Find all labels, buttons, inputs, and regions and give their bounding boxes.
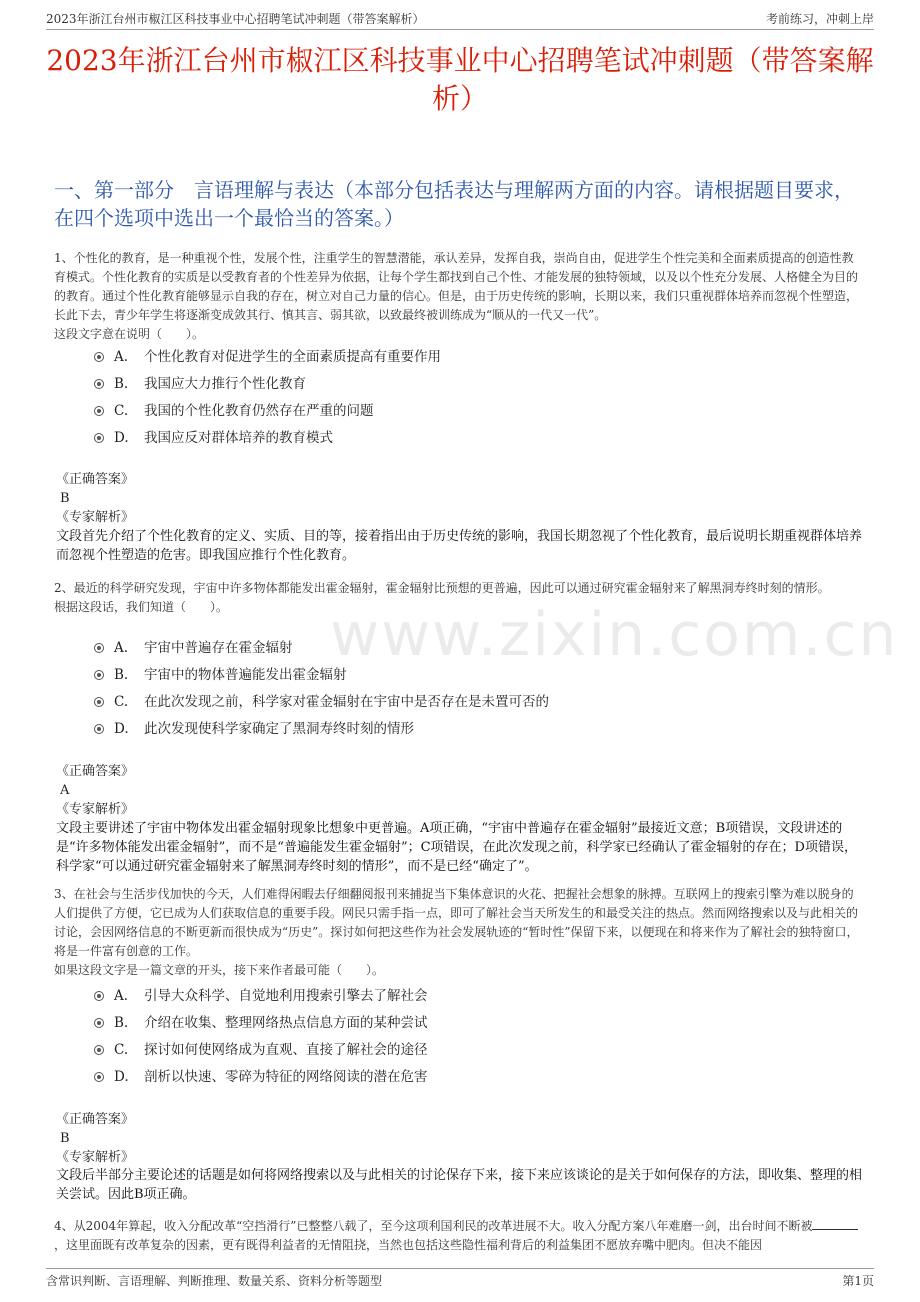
analysis-label: 《专家解析》 bbox=[56, 510, 135, 525]
question-prompt: 这段文字意在说明（ ）。 bbox=[54, 327, 205, 341]
radio-icon[interactable] bbox=[94, 697, 104, 707]
radio-icon[interactable] bbox=[94, 379, 104, 389]
option-d[interactable] bbox=[94, 719, 860, 746]
page-footer bbox=[46, 1272, 874, 1290]
radio-icon[interactable] bbox=[94, 406, 104, 416]
option-letter: C. bbox=[114, 694, 129, 710]
question-2-options bbox=[94, 638, 860, 746]
radio-icon[interactable] bbox=[94, 724, 104, 734]
option-letter: D. bbox=[114, 430, 129, 446]
fill-in-blank bbox=[812, 1217, 858, 1230]
option-letter: A. bbox=[114, 349, 129, 365]
option-text: 剖析以快速、零碎为特征的网络阅读的潜在危害 bbox=[144, 1069, 428, 1085]
option-a[interactable] bbox=[94, 986, 860, 1013]
question-stem-text: 2、最近的科学研究发现，宇宙中许多物体都能发出霍金辐射，霍金辐射比预想的更普遍，因此可以通过研究霍金辐射来了解黑洞寿终时刻的情形。 bbox=[54, 581, 830, 595]
header-doc-title: 2023年浙江台州市椒江区科技事业中心招聘笔试冲刺题（带答案解析） bbox=[46, 12, 425, 26]
question-stem-text: ，这里面既有改革复杂的因素，更有既得利益者的无情阻挠，当然也包括这些隐性福利背后的利益集团不愿放弃嘴中肥肉。但决不能因 bbox=[54, 1238, 763, 1252]
option-text: 宇宙中的物体普遍能发出霍金辐射 bbox=[144, 667, 347, 683]
option-letter: B. bbox=[114, 667, 129, 683]
answer-value: B bbox=[60, 491, 70, 506]
radio-icon[interactable] bbox=[94, 1045, 104, 1055]
option-text: 介绍在收集、整理网络热点信息方面的某种尝试 bbox=[144, 1015, 428, 1031]
question-4-stem bbox=[54, 1217, 862, 1255]
radio-icon[interactable] bbox=[94, 433, 104, 443]
option-letter: C. bbox=[114, 1042, 129, 1058]
question-2-stem bbox=[54, 579, 862, 617]
option-letter: D. bbox=[114, 721, 129, 737]
question-prompt: 如果这段文字是一篇文章的开头，接下来作者最可能（ ）。 bbox=[54, 963, 385, 977]
option-b[interactable] bbox=[94, 374, 860, 401]
question-1-stem bbox=[54, 249, 862, 344]
question-1-analysis: 文段首先介绍了个性化教育的定义、实质、目的等，接着指出由于历史传统的影响，我国长期忽视了个性化教育，最后说明长期重视群体培养而忽视个性塑造的危害。即我国应推行个性化教育。 bbox=[56, 529, 863, 563]
page-number: 第1页 bbox=[842, 1274, 874, 1288]
option-b[interactable] bbox=[94, 665, 860, 692]
question-stem-text: 3、在社会与生活步伐加快的今天，人们难得闲暇去仔细翻阅报刊来捕捉当下集体意识的火花、把握社会想象的脉搏。互联网上的搜索引擎为难以脱身的人们提供了方便，它已成为人们获取信息的重要手段。网民只需手指一点，即可了解社会当天所发生的和最受关注的热点。然而网络搜索以及与此相关的讨论，会因网络信息的不断更新而很快成为“历史”。探讨如何把这些作为社会发展轨迹的“暂时性”保留下来，以便现在和将来作为了解社会的独特窗口，将是一件富有创意的工作。 bbox=[54, 887, 859, 958]
radio-icon[interactable] bbox=[94, 352, 104, 362]
option-text: 宇宙中普遍存在霍金辐射 bbox=[144, 640, 293, 656]
option-letter: D. bbox=[114, 1069, 129, 1085]
question-stem-text: 1、个性化的教育，是一种重视个性，发展个性，注重学生的智慧潜能，承认差异，发挥自我，崇尚自由，促进学生个性完美和全面素质提高的创造性教育模式。个性化教育的实质是以受教育者的个性差异为依据，让每个学生都找到自己个性、才能发展的独特领域，以及以个性充分发展、人格健全为目的的教育。通过个性化教育能够显示自我的存在，树立对自己力量的信心。但是，由于历史传统的影响，长期以来，我们只重视群体培养而忽视个性塑造，长此下去，青少年学生将逐渐变成敛其行、慎其言、弱其欲，以致最终被训练成为“顺从的一代又一代”。 bbox=[54, 251, 859, 322]
option-a[interactable] bbox=[94, 347, 860, 374]
question-2-analysis: 文段主要讲述了宇宙中物体发出霍金辐射现象比想象中更普遍。A项正确，“宇宙中普遍存在霍金辐射”最接近文意；B项错误，文段讲述的是“许多物体能发出霍金辐射”，而不是“普遍能发生霍金辐射”；C项错误，在此次发现之前，科学家已经确认了霍金辐射的存在；D项错误，科学家“可以通过研究霍金辐射来了解黑洞寿终时刻的情形”，而不是已经“确定了”。 bbox=[56, 821, 857, 874]
option-text: 探讨如何使网络成为直观、直接了解社会的途径 bbox=[144, 1042, 428, 1058]
question-stem-text: 4、从2004年算起，收入分配改革“空挡滑行”已整整八载了，至今这项利国利民的改革进展不大。收入分配方案八年难磨一剑，出台时间不断被 bbox=[54, 1219, 813, 1233]
question-3-options bbox=[94, 986, 860, 1094]
option-text: 我国应大力推行个性化教育 bbox=[144, 376, 306, 392]
radio-icon[interactable] bbox=[94, 643, 104, 653]
option-d[interactable] bbox=[94, 1067, 860, 1094]
radio-icon[interactable] bbox=[94, 1072, 104, 1082]
header-slogan: 考前练习，冲刺上岸 bbox=[765, 12, 874, 26]
analysis-label: 《专家解析》 bbox=[56, 1150, 135, 1165]
question-3-answer bbox=[56, 1110, 864, 1167]
page-header bbox=[46, 10, 874, 28]
radio-icon[interactable] bbox=[94, 991, 104, 1001]
option-text: 我国的个性化教育仍然存在严重的问题 bbox=[144, 403, 374, 419]
option-text: 引导大众科学、自觉地利用搜索引擎去了解社会 bbox=[144, 988, 428, 1004]
option-text: 此次发现使科学家确定了黑洞寿终时刻的情形 bbox=[144, 721, 414, 737]
question-1-answer bbox=[56, 470, 864, 527]
option-text: 在此次发现之前，科学家对霍金辐射在宇宙中是否存在是未置可否的 bbox=[144, 694, 549, 710]
option-c[interactable] bbox=[94, 1040, 860, 1067]
page-title: 2023年浙江台州市椒江区科技事业中心招聘笔试冲刺题（带答案解析） bbox=[46, 44, 874, 115]
option-d[interactable] bbox=[94, 428, 860, 455]
option-text: 我国应反对群体培养的教育模式 bbox=[144, 430, 333, 446]
option-letter: B. bbox=[114, 1015, 129, 1031]
option-b[interactable] bbox=[94, 1013, 860, 1040]
option-letter: B. bbox=[114, 376, 129, 392]
question-1-options bbox=[94, 347, 860, 455]
answer-value: B bbox=[60, 1131, 70, 1146]
section-heading: 一、第一部分 言语理解与表达（本部分包括表达与理解两方面的内容。请根据题目要求，在四个选项中选出一个最恰当的答案。） bbox=[54, 178, 854, 230]
radio-icon[interactable] bbox=[94, 1018, 104, 1028]
question-3-stem bbox=[54, 885, 862, 980]
analysis-label: 《专家解析》 bbox=[56, 802, 135, 817]
option-c[interactable] bbox=[94, 401, 860, 428]
header-divider bbox=[46, 29, 874, 30]
watermark: www.zixin.com.cn bbox=[330, 600, 899, 670]
option-letter: A. bbox=[114, 640, 129, 656]
question-prompt: 根据这段话，我们知道（ ）。 bbox=[54, 600, 229, 614]
question-2-answer bbox=[56, 762, 864, 819]
answer-label: 《正确答案》 bbox=[56, 472, 135, 487]
answer-value: A bbox=[60, 783, 70, 798]
option-c[interactable] bbox=[94, 692, 860, 719]
radio-icon[interactable] bbox=[94, 670, 104, 680]
option-text: 个性化教育对促进学生的全面素质提高有重要作用 bbox=[144, 349, 441, 365]
option-letter: A. bbox=[114, 988, 129, 1004]
answer-label: 《正确答案》 bbox=[56, 1112, 135, 1127]
answer-label: 《正确答案》 bbox=[56, 764, 135, 779]
option-a[interactable] bbox=[94, 638, 860, 665]
option-letter: C. bbox=[114, 403, 129, 419]
footer-divider bbox=[46, 1268, 874, 1269]
footer-description: 含常识判断、言语理解、判断推理、数量关系、资料分析等题型 bbox=[46, 1274, 383, 1288]
question-3-analysis: 文段后半部分主要论述的话题是如何将网络搜索以及与此相关的讨论保存下来，接下来应该谈论的是关于如何保存的方法，即收集、整理的相关尝试。因此B项正确。 bbox=[56, 1168, 863, 1202]
